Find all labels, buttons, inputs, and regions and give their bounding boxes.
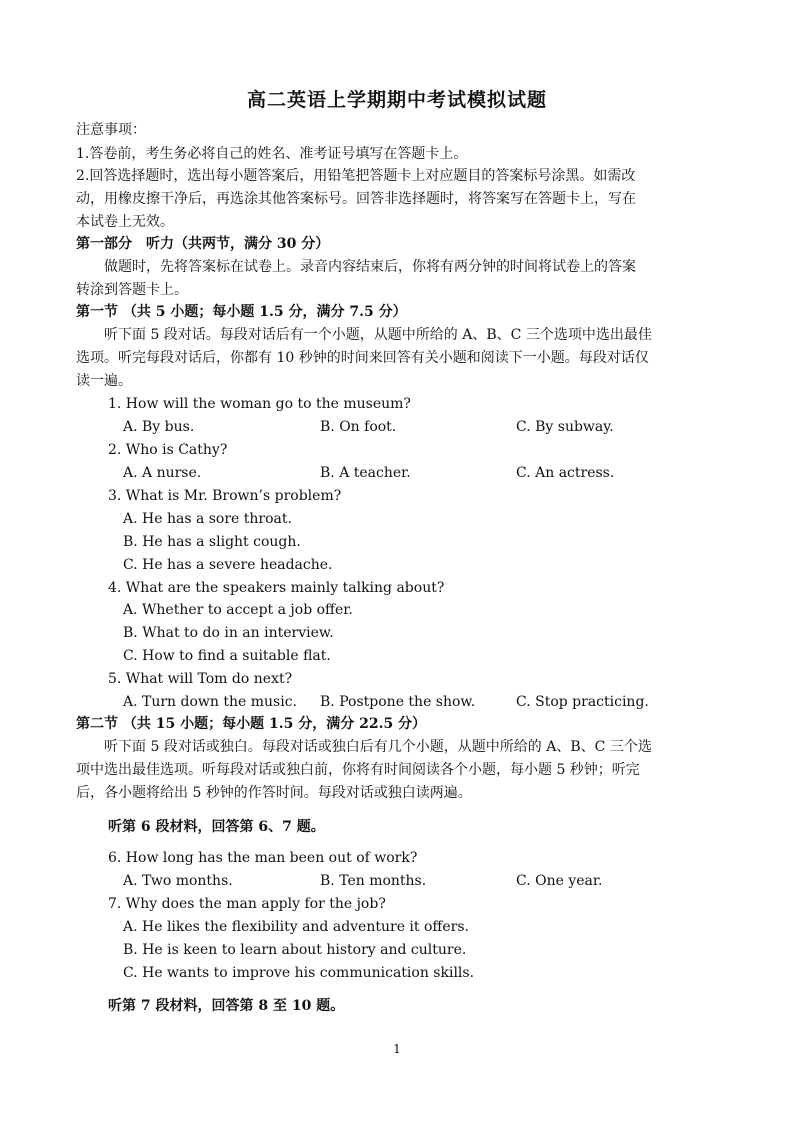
option-6b: B. Ten months.	[320, 873, 427, 889]
option-5b: B. Postpone the show.	[320, 694, 476, 710]
question-7: 7. Why does the man apply for the job?	[108, 896, 386, 912]
option-6a: A. Two months.	[123, 873, 233, 889]
option-5c: C. Stop practicing.	[516, 694, 649, 710]
note-item-2-line-2: 动，用橡皮擦干净后，再选涂其他答案标号。回答非选择题时，将答案写在答题卡上，写在	[76, 191, 636, 207]
page-title: 高二英语上学期期中考试模拟试题	[246, 89, 547, 111]
question-1: 1. How will the woman go to the museum?	[108, 396, 411, 412]
option-3b: B. He has a slight cough.	[123, 534, 301, 550]
option-3a: A. He has a sore throat.	[123, 511, 292, 527]
notes-heading: 注意事项：	[76, 122, 146, 138]
option-7c: C. He wants to improve his communication skills.	[123, 965, 475, 981]
option-4c: C. How to find a suitable flat.	[123, 648, 331, 664]
option-7b: B. He is keen to learn about history and culture.	[123, 942, 467, 958]
note-item-1: 1.答卷前，考生务必将自己的姓名、准考证号填写在答题卡上。	[76, 146, 468, 162]
listen-material-7: 听第 7 段材料，回答第 8 至 10 题。	[108, 998, 345, 1014]
part1-intro-line-2: 转涂到答题卡上。	[76, 282, 188, 298]
section2-heading: 第二节 （共 15 小题；每小题 1.5 分，满分 22.5 分）	[76, 716, 427, 732]
option-5a: A. Turn down the music.	[123, 694, 297, 710]
section1-intro-line-3: 读一遍。	[76, 373, 132, 389]
option-7a: A. He likes the flexibility and adventure it offers.	[123, 919, 469, 935]
option-4a: A. Whether to accept a job offer.	[123, 602, 353, 618]
option-2b: B. A teacher.	[320, 465, 411, 481]
option-3c: C. He has a severe headache.	[123, 557, 333, 573]
note-item-2-line-1: 2.回答选择题时，选出每小题答案后，用铅笔把答题卡上对应题目的答案标号涂黑。如需改	[76, 168, 636, 184]
option-4b: B. What to do in an interview.	[123, 625, 334, 641]
question-2: 2. Who is Cathy?	[108, 442, 228, 458]
section2-intro-line-1: 听下面 5 段对话或独白。每段对话或独白后有几个小题，从题中所给的 A、B、C 三个选	[104, 739, 652, 755]
part1-intro-line-1: 做题时，先将答案标在试卷上。录音内容结束后，你将有两分钟的时间将试卷上的答案	[104, 259, 636, 275]
question-4: 4. What are the speakers mainly talking about?	[108, 580, 445, 596]
option-1a: A. By bus.	[123, 419, 195, 435]
option-2a: A. A nurse.	[123, 465, 202, 481]
option-2c: C. An actress.	[516, 465, 615, 481]
question-5: 5. What will Tom do next?	[108, 671, 293, 687]
section1-intro-line-2: 选项。听完每段对话后，你都有 10 秒钟的时间来回答有关小题和阅读下一小题。每段对话仅	[76, 350, 649, 366]
section2-intro-line-3: 后，各小题将给出 5 秒钟的作答时间。每段对话或独白读两遍。	[76, 785, 472, 801]
part1-heading: 第一部分 听力（共两节，满分 30 分）	[76, 236, 330, 252]
option-6c: C. One year.	[516, 873, 603, 889]
option-1c: C. By subway.	[516, 419, 614, 435]
note-item-2-line-3: 本试卷上无效。	[76, 214, 174, 230]
listen-material-6: 听第 6 段材料，回答第 6、7 题。	[108, 819, 325, 835]
section1-heading: 第一节 （共 5 小题；每小题 1.5 分，满分 7.5 分）	[76, 304, 407, 320]
question-3: 3. What is Mr. Brown’s problem?	[108, 488, 342, 504]
section1-intro-line-1: 听下面 5 段对话。每段对话后有一个小题，从题中所给的 A、B、C 三个选项中选出最佳	[104, 327, 652, 343]
section2-intro-line-2: 项中选出最佳选项。听每段对话或独白前，你将有时间阅读各个小题，每小题 5 秒钟；听完	[76, 762, 640, 778]
question-6: 6. How long has the man been out of work?	[108, 850, 418, 866]
page-number: 1	[393, 1042, 401, 1056]
option-1b: B. On foot.	[320, 419, 397, 435]
